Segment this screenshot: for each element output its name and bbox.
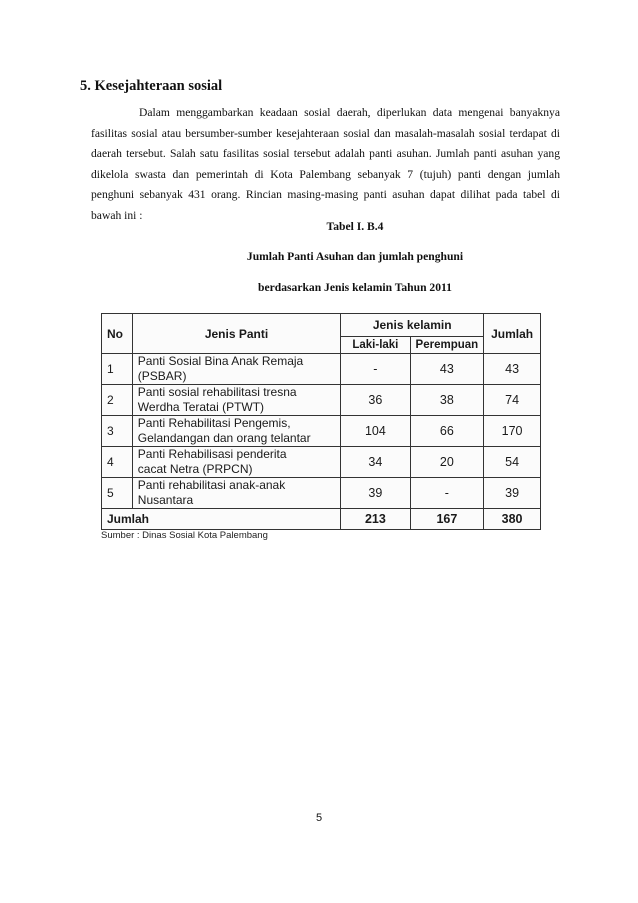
row-laki-laki: 104 <box>341 416 410 447</box>
row-perempuan: 66 <box>410 416 484 447</box>
table-row <box>102 385 541 416</box>
row-laki-laki: - <box>341 354 410 385</box>
row-no: 3 <box>102 416 133 447</box>
table-row <box>102 478 541 509</box>
row-jenis-panti-line-1: Panti sosial rehabilitasi tresna <box>137 385 297 399</box>
table-source: Sumber : Dinas Sosial Kota Palembang <box>101 530 268 541</box>
header-jumlah: Jumlah <box>484 314 541 354</box>
header-no: No <box>102 314 133 354</box>
header-jenis-kelamin: Jenis kelamin <box>341 314 484 337</box>
total-label: Jumlah <box>102 509 341 530</box>
row-perempuan: - <box>410 478 484 509</box>
row-perempuan: 20 <box>410 447 484 478</box>
table-title-line-2: berdasarkan Jenis kelamin Tahun 2011 <box>258 281 452 294</box>
row-jumlah: 43 <box>484 354 541 385</box>
row-jenis-panti-line-1: Panti Rehabilitasi Pengemis, <box>137 416 291 430</box>
row-jumlah: 74 <box>484 385 541 416</box>
row-no: 5 <box>102 478 133 509</box>
row-jenis-panti-line-1: Panti rehabilitasi anak-anak <box>137 478 286 492</box>
section-heading: 5. Kesejahteraan sosial <box>80 78 223 94</box>
row-jenis-panti <box>132 385 340 416</box>
row-jenis-panti <box>132 478 340 509</box>
header-jenis-panti: Jenis Panti <box>132 314 340 354</box>
row-jenis-panti <box>132 447 340 478</box>
total-perempuan: 167 <box>410 509 484 530</box>
row-jumlah: 54 <box>484 447 541 478</box>
row-no: 2 <box>102 385 133 416</box>
total-jumlah: 380 <box>484 509 541 530</box>
row-laki-laki: 36 <box>341 385 410 416</box>
body-paragraph-text: Dalam menggambarkan keadaan sosial daerah, diperlukan data mengenai banyaknya fasilitas sosial atau bersumber-sumber kesejahteraan sosial dan masalah-masalah sosial terdapat di daerah tersebut. Salah satu fasilitas sosial tersebut adalah panti asuhan. Jumlah panti asuhan yang dikelola swasta dan pemerintah di Kota Palembang sebanyak 7 (tujuh) panti dengan jumlah penghuni sebanyak 431 orang. Rincian masing-masing panti asuhan dapat dilihat pada tabel di bawah ini : <box>91 106 560 222</box>
page-number: 5 <box>315 812 323 824</box>
header-perempuan: Perempuan <box>410 337 484 354</box>
row-jenis-panti-line-2: Nusantara <box>137 493 194 507</box>
table-title-line-1: Jumlah Panti Asuhan dan jumlah penghuni <box>246 250 464 263</box>
table-wrapper <box>101 313 541 530</box>
row-jenis-panti-line-2: cacat Netra (PRPCN) <box>137 462 253 476</box>
row-no: 1 <box>102 354 133 385</box>
body-paragraph <box>91 103 560 227</box>
row-no: 4 <box>102 447 133 478</box>
header-laki-laki: Laki-laki <box>341 337 410 354</box>
row-jenis-panti <box>132 354 340 385</box>
table-label: Tabel I. B.4 <box>326 220 384 233</box>
table-total-row <box>102 509 541 530</box>
row-laki-laki: 34 <box>341 447 410 478</box>
row-jenis-panti-line-2: (PSBAR) <box>137 369 187 383</box>
row-jenis-panti-line-1: Panti Rehabilisasi penderita <box>137 447 287 461</box>
row-jenis-panti-line-2: Gelandangan dan orang telantar <box>137 431 311 445</box>
row-jumlah: 170 <box>484 416 541 447</box>
row-jenis-panti <box>132 416 340 447</box>
row-laki-laki: 39 <box>341 478 410 509</box>
table-row <box>102 447 541 478</box>
row-perempuan: 38 <box>410 385 484 416</box>
row-perempuan: 43 <box>410 354 484 385</box>
total-laki-laki: 213 <box>341 509 410 530</box>
panti-asuhan-table <box>101 313 541 530</box>
row-jumlah: 39 <box>484 478 541 509</box>
table-header-row <box>102 314 541 337</box>
row-jenis-panti-line-1: Panti Sosial Bina Anak Remaja <box>137 354 304 368</box>
row-jenis-panti-line-2: Werdha Teratai (PTWT) <box>137 400 265 414</box>
table-row <box>102 416 541 447</box>
table-row <box>102 354 541 385</box>
